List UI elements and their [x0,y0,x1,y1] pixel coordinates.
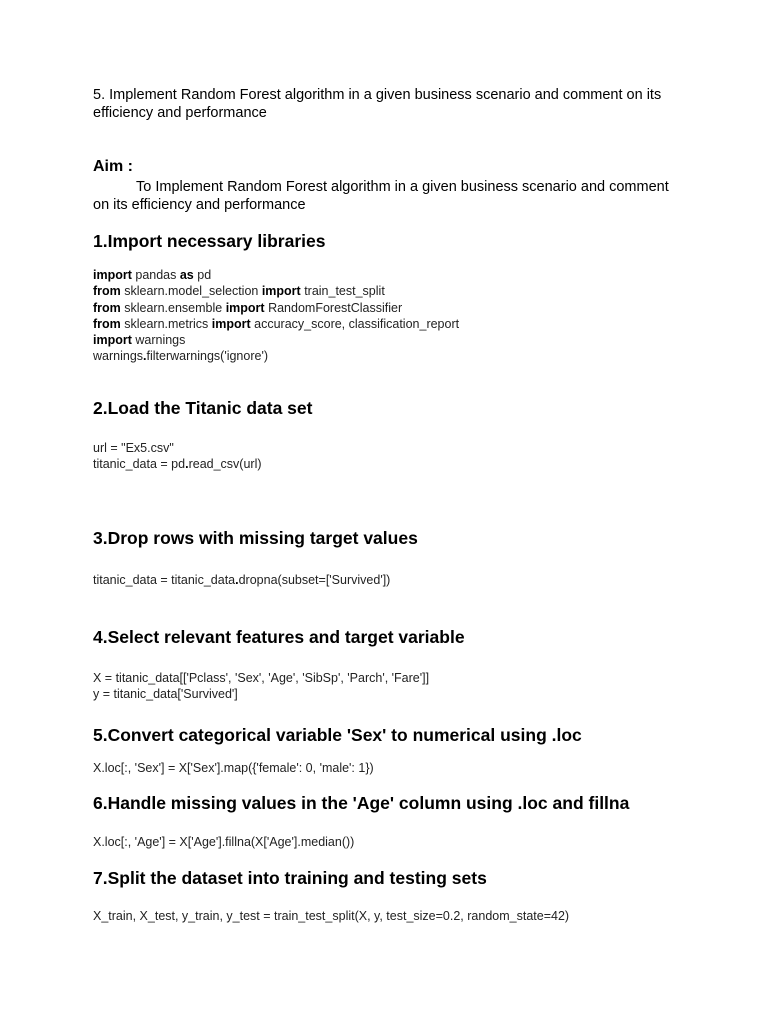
section-heading: 5.Convert categorical variable 'Sex' to numerical using .loc [93,725,582,745]
code-line [93,440,262,456]
code-text: dropna(subset=['Survived']) [238,573,391,587]
code-line [93,300,459,316]
code-keyword: import [93,268,132,282]
code-line [93,834,354,850]
code-keyword: import [93,333,132,348]
code-keyword: . [185,457,189,472]
code-line [93,686,429,702]
code-line [93,456,262,472]
aim-line: To Implement Random Forest algorithm in a given business scenario and comment [136,179,669,195]
code-line [93,267,459,283]
code-keyword: as [179,268,194,282]
code-text: warnings [93,349,144,364]
code-text: pd [193,268,212,282]
code-line [93,572,390,588]
code-line [93,348,459,364]
section-heading: 7.Split the dataset into training and testing sets [93,868,487,888]
code-text: filterwarnings('ignore') [146,349,268,364]
code-line [93,670,429,686]
code-keyword: import [261,284,301,299]
code-line [93,283,459,299]
code-text: pandas [131,268,180,282]
code-text: X.loc[:, 'Age'] = X['Age'].fillna(X['Age'].median()) [93,835,355,849]
section-heading: 3.Drop rows with missing target values [93,528,418,548]
code-line [93,908,569,924]
section-heading: 6.Handle missing values in the 'Age' column using .loc and fillna [93,793,630,813]
code-keyword: . [143,349,147,364]
code-keyword: from [93,284,121,299]
code-keyword: from [93,300,121,315]
code-text: url = "Ex5.csv" [93,441,174,455]
code-text: warnings [131,333,186,348]
code-keyword: from [93,316,121,331]
code-block [93,440,262,473]
code-text: sklearn.metrics [120,316,212,331]
code-block [93,670,429,703]
code-line [93,316,459,332]
code-text: titanic_data = pd [93,457,186,472]
code-text: titanic_data = titanic_data [93,573,236,587]
code-block [93,267,459,365]
intro-text [93,87,661,122]
aim-line: on its efficiency and performance [93,197,306,213]
aim-text [93,178,669,214]
code-text: RandomForestClassifier [264,300,403,315]
code-block [93,908,569,924]
code-block [93,834,354,850]
code-text: X.loc[:, 'Sex'] = X['Sex'].map({'female': 0, 'male': 1}) [93,761,374,775]
code-text: X = titanic_data[['Pclass', 'Sex', 'Age', 'SibSp', 'Parch', 'Fare']] [93,671,430,685]
code-block [93,572,390,588]
code-keyword: import [225,300,265,315]
aim-title: Aim : [93,158,133,175]
code-text: X_train, X_test, y_train, y_test = train_test_split(X, y, test_size=0.2, random_state=42) [93,909,570,923]
code-line [93,332,459,348]
code-keyword: import [211,316,251,331]
code-line [93,760,374,776]
code-text: read_csv(url) [188,457,262,472]
intro-line: 5. Implement Random Forest algorithm in a given business scenario and comment on its [93,87,662,103]
code-text: sklearn.ensemble [120,300,226,315]
section-heading: 2.Load the Titanic data set [93,398,313,418]
code-keyword: . [235,573,239,587]
code-block [93,760,374,776]
code-text: y = titanic_data['Survived'] [93,687,238,702]
section-heading: 4.Select relevant features and target variable [93,627,465,647]
section-heading: 1.Import necessary libraries [93,231,326,251]
code-text: accuracy_score, classification_report [250,316,460,331]
intro-line: efficiency and performance [93,104,267,121]
code-text: train_test_split [300,284,385,299]
code-text: sklearn.model_selection [120,284,262,299]
